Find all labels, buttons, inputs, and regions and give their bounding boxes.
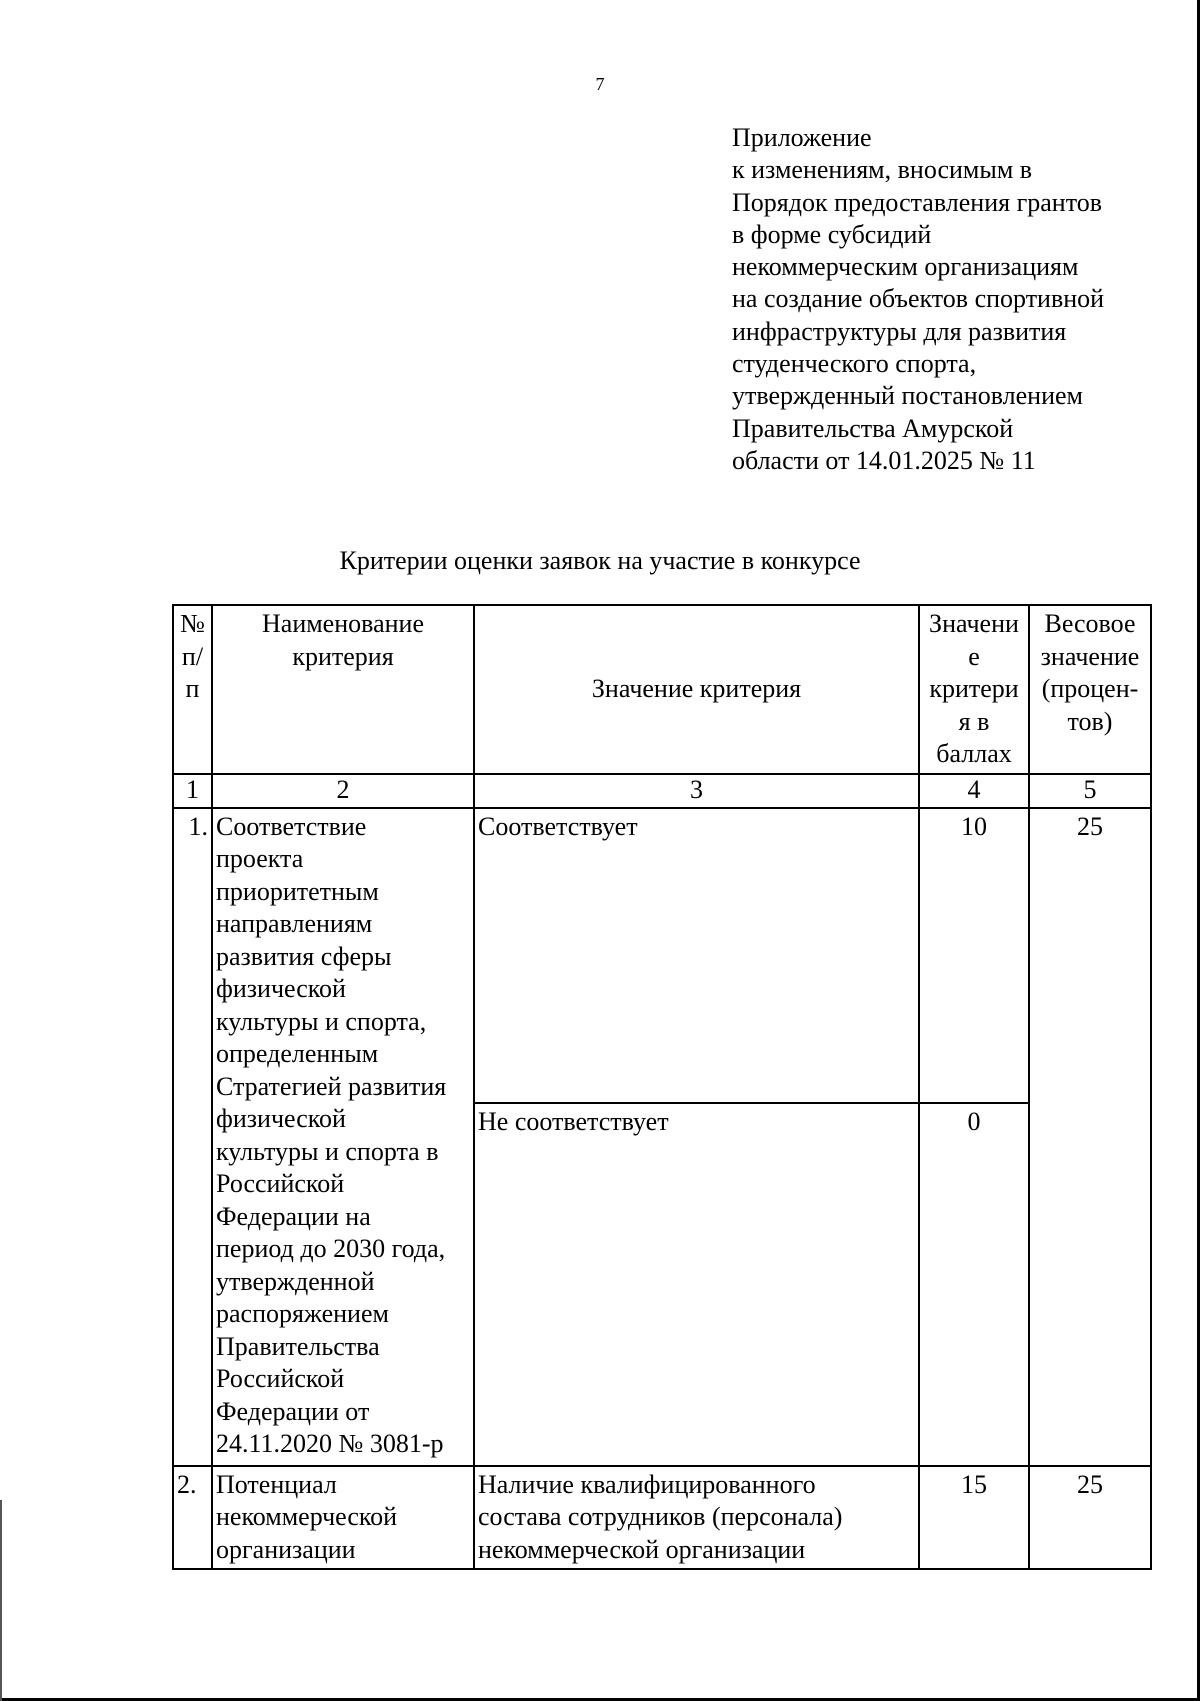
table-header-row: [173, 605, 1151, 774]
scan-edge-mark: [0, 1500, 2, 1701]
criterion-weight: 25: [1029, 1466, 1151, 1570]
criterion-name: Соответствие проекта приоритетным направлениям развития сферы физической культуры и спорта, определенным Стратегией развития физической культуры и спорта в Российской Федерации на период до 2030 года, утвержденной распоряжением Правительства Российской Федерации от 24.11.2020 № 3081-р: [212, 808, 474, 1466]
appendix-line: Порядок предоставления грантов: [732, 187, 1102, 217]
criterion-points: 10: [919, 808, 1029, 1103]
criterion-weight: 25: [1029, 808, 1151, 1466]
criterion-value: Соответствует: [474, 808, 919, 1103]
appendix-line: Правительства Амурской: [732, 413, 1014, 443]
header-name: Наименование критерия: [212, 605, 474, 774]
column-number: 5: [1029, 774, 1151, 808]
criterion-points: 15: [919, 1466, 1029, 1570]
appendix-line: к изменениям, вносимым в: [732, 155, 1033, 185]
column-number: 2: [212, 774, 474, 808]
appendix-line: студенческого спорта,: [732, 349, 977, 379]
criteria-table: [172, 604, 1152, 1570]
appendix-line: некоммерческим организациям: [732, 252, 1079, 282]
header-points: Значени е критери я в баллах: [919, 605, 1029, 774]
appendix-line: области от 14.01.2025 № 11: [732, 445, 1036, 475]
appendix-line: Приложение: [732, 123, 872, 152]
table-row: [173, 1466, 1151, 1570]
page-number: 7: [595, 74, 605, 94]
appendix-line: в форме субсидий: [732, 219, 932, 249]
criterion-name: Потенциал некоммерческой организации: [212, 1466, 474, 1570]
header-weight: Весовое значение (процен- тов): [1029, 605, 1151, 774]
table-row: [173, 808, 1151, 1103]
row-number: 2.: [173, 1466, 212, 1570]
column-number-row: [173, 774, 1151, 808]
row-number: 1.: [173, 808, 212, 1466]
appendix-line: утвержденный постановлением: [732, 381, 1083, 411]
column-number: 3: [474, 774, 919, 808]
appendix-line: на создание объектов спортивной: [732, 284, 1105, 314]
column-number: 4: [919, 774, 1029, 808]
criterion-value: Не соответствует: [474, 1103, 919, 1466]
column-number: 1: [173, 774, 212, 808]
appendix-note: [732, 122, 1104, 477]
header-value: Значение критерия: [474, 605, 919, 774]
criterion-points: 0: [919, 1103, 1029, 1466]
criterion-value: Наличие квалифицированного состава сотрудников (персонала) некоммерческой организации: [474, 1466, 919, 1570]
document-title: Критерии оценки заявок на участие в конкурсе: [339, 546, 861, 575]
header-num: № п/п: [173, 605, 212, 774]
appendix-line: инфраструктуры для развития: [732, 316, 1067, 346]
